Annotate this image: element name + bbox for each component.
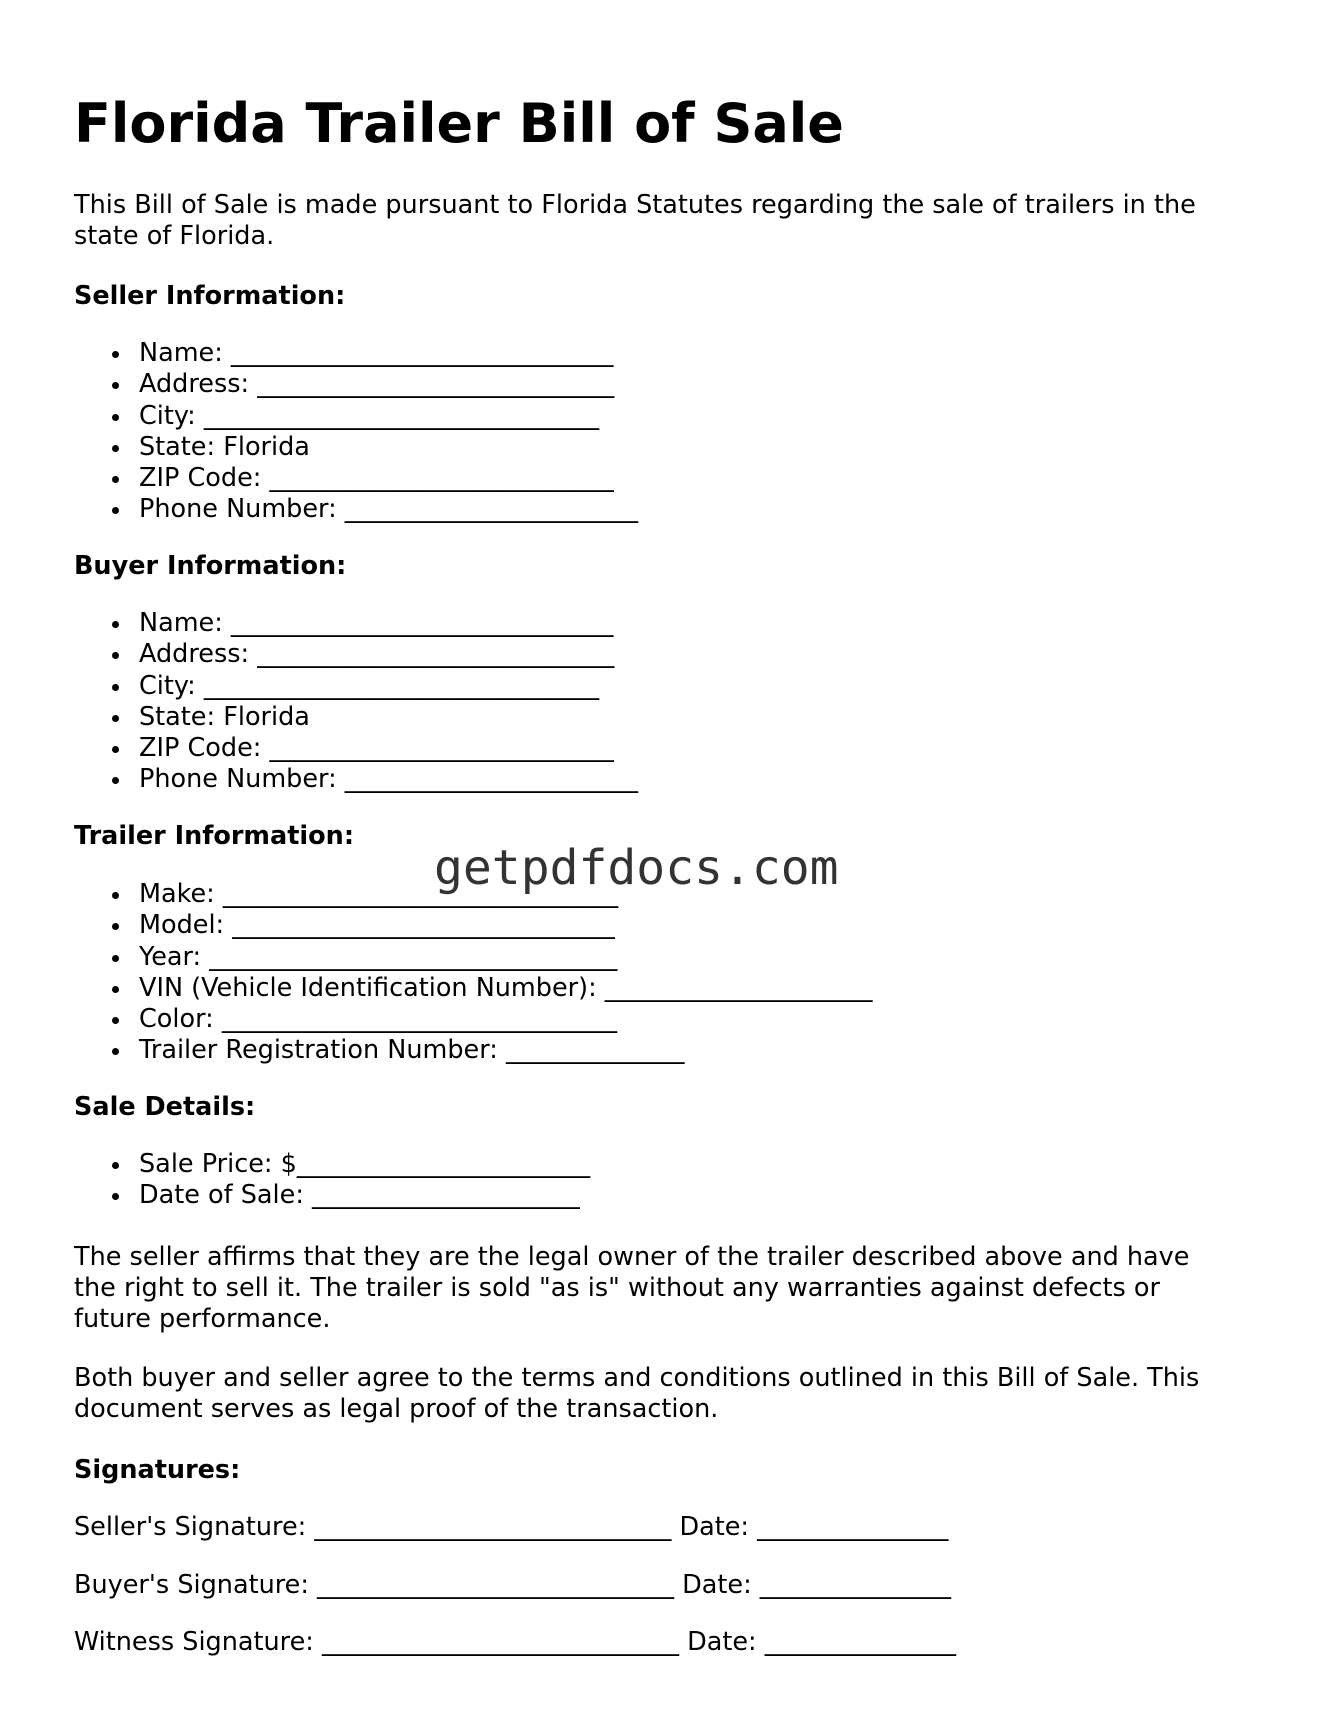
sale-heading: Sale Details: [74,1092,256,1122]
witness-signature-line[interactable]: Witness Signature: ____________________________ Date: _______________ [74,1627,956,1657]
signatures-heading: Signatures: [74,1455,241,1485]
trailer-registration-field[interactable]: Trailer Registration Number: ______________ [74,1035,873,1066]
sale-date-field[interactable]: Date of Sale: _____________________ [74,1180,590,1211]
buyer-heading: Buyer Information: [74,551,347,581]
trailer-make-field[interactable]: Make: _______________________________ [74,879,873,910]
trailer-vin-field[interactable]: VIN (Vehicle Identification Number): _____________________ [74,973,873,1004]
buyer-address-field[interactable]: Address: ____________________________ [74,639,638,670]
buyer-list [74,608,638,796]
buyer-phone-field[interactable]: Phone Number: _______________________ [74,764,638,795]
buyer-signature-line[interactable]: Buyer's Signature: ____________________________ Date: _______________ [74,1570,952,1600]
seller-zip-field[interactable]: ZIP Code: ___________________________ [74,463,638,494]
watermark-text: getpdfdocs.com [434,840,839,896]
seller-name-field[interactable]: Name: ______________________________ [74,338,638,369]
buyer-name-field[interactable]: Name: ______________________________ [74,608,638,639]
trailer-list [74,879,873,1067]
agreement-paragraph: Both buyer and seller agree to the terms and conditions outlined in this Bill of Sale. This document serves as legal proof of the transaction. [74,1363,1200,1424]
sale-list [74,1149,590,1212]
seller-city-field[interactable]: City: _______________________________ [74,401,638,432]
trailer-color-field[interactable]: Color: _______________________________ [74,1004,873,1035]
trailer-year-field[interactable]: Year: ________________________________ [74,942,873,973]
trailer-heading: Trailer Information: [74,821,355,851]
seller-signature-line[interactable]: Seller's Signature: ____________________________ Date: _______________ [74,1512,949,1542]
seller-state-item: State: Florida [74,432,638,463]
sale-price-field[interactable]: Sale Price: $_______________________ [74,1149,590,1180]
buyer-zip-field[interactable]: ZIP Code: ___________________________ [74,733,638,764]
buyer-state-item: State: Florida [74,702,638,733]
page-title: Florida Trailer Bill of Sale [74,92,844,155]
affirmation-paragraph: The seller affirms that they are the legal owner of the trailer described above and have the right to sell it. The trailer is sold "as is" without any warranties against defects or future performance. [74,1242,1190,1334]
seller-address-field[interactable]: Address: ____________________________ [74,369,638,400]
seller-phone-field[interactable]: Phone Number: _______________________ [74,494,638,525]
seller-list [74,338,638,526]
intro-paragraph: This Bill of Sale is made pursuant to Florida Statutes regarding the sale of trailers in the state of Florida. [74,190,1196,251]
buyer-city-field[interactable]: City: _______________________________ [74,671,638,702]
seller-heading: Seller Information: [74,281,346,311]
trailer-model-field[interactable]: Model: ______________________________ [74,910,873,941]
